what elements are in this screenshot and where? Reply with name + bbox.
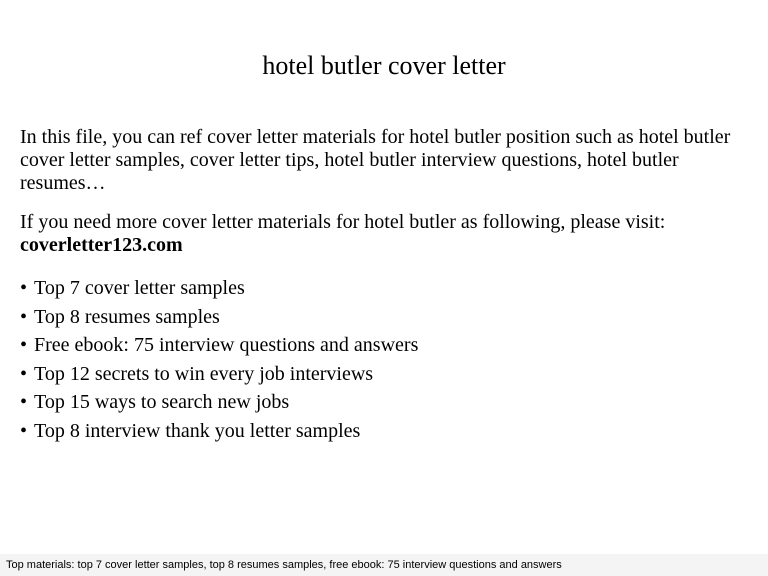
visit-paragraph xyxy=(20,211,750,257)
slide-body xyxy=(20,126,750,445)
materials-list xyxy=(20,274,750,445)
list-item xyxy=(20,303,750,332)
list-item xyxy=(20,274,750,303)
list-item-label: Top 8 interview thank you letter samples xyxy=(34,419,361,442)
page-title: hotel butler cover letter xyxy=(262,51,506,80)
intro-paragraph: In this file, you can ref cover letter materials for hotel butler position such as hotel butler cover letter samples, cover letter tips, hotel butler interview questions, hotel butler resumes… xyxy=(20,126,731,194)
site-link[interactable]: coverletter123.com xyxy=(20,234,183,256)
list-item-label: Top 8 resumes samples xyxy=(34,305,220,328)
list-item-label: Free ebook: 75 interview questions and answers xyxy=(34,334,419,356)
bullet-icon: • xyxy=(20,419,28,442)
bullet-icon: • xyxy=(20,277,28,299)
list-item xyxy=(20,360,750,389)
list-item-label: Top 12 secrets to win every job interviews xyxy=(34,362,374,385)
list-item xyxy=(20,388,750,417)
bullet-icon: • xyxy=(20,305,28,328)
visit-text: If you need more cover letter materials for hotel butler as following, please visit: xyxy=(20,211,666,233)
bullet-icon: • xyxy=(20,334,28,356)
list-item-label: Top 7 cover letter samples xyxy=(34,277,245,299)
list-item xyxy=(20,417,750,446)
bullet-icon: • xyxy=(20,391,28,413)
list-item xyxy=(20,331,750,360)
list-item-label: Top 15 ways to search new jobs xyxy=(34,391,290,413)
footer-text: Top materials: top 7 cover letter samples, top 8 resumes samples, free ebook: 75 interview questions and answers xyxy=(6,559,562,571)
bullet-icon: • xyxy=(20,362,28,385)
